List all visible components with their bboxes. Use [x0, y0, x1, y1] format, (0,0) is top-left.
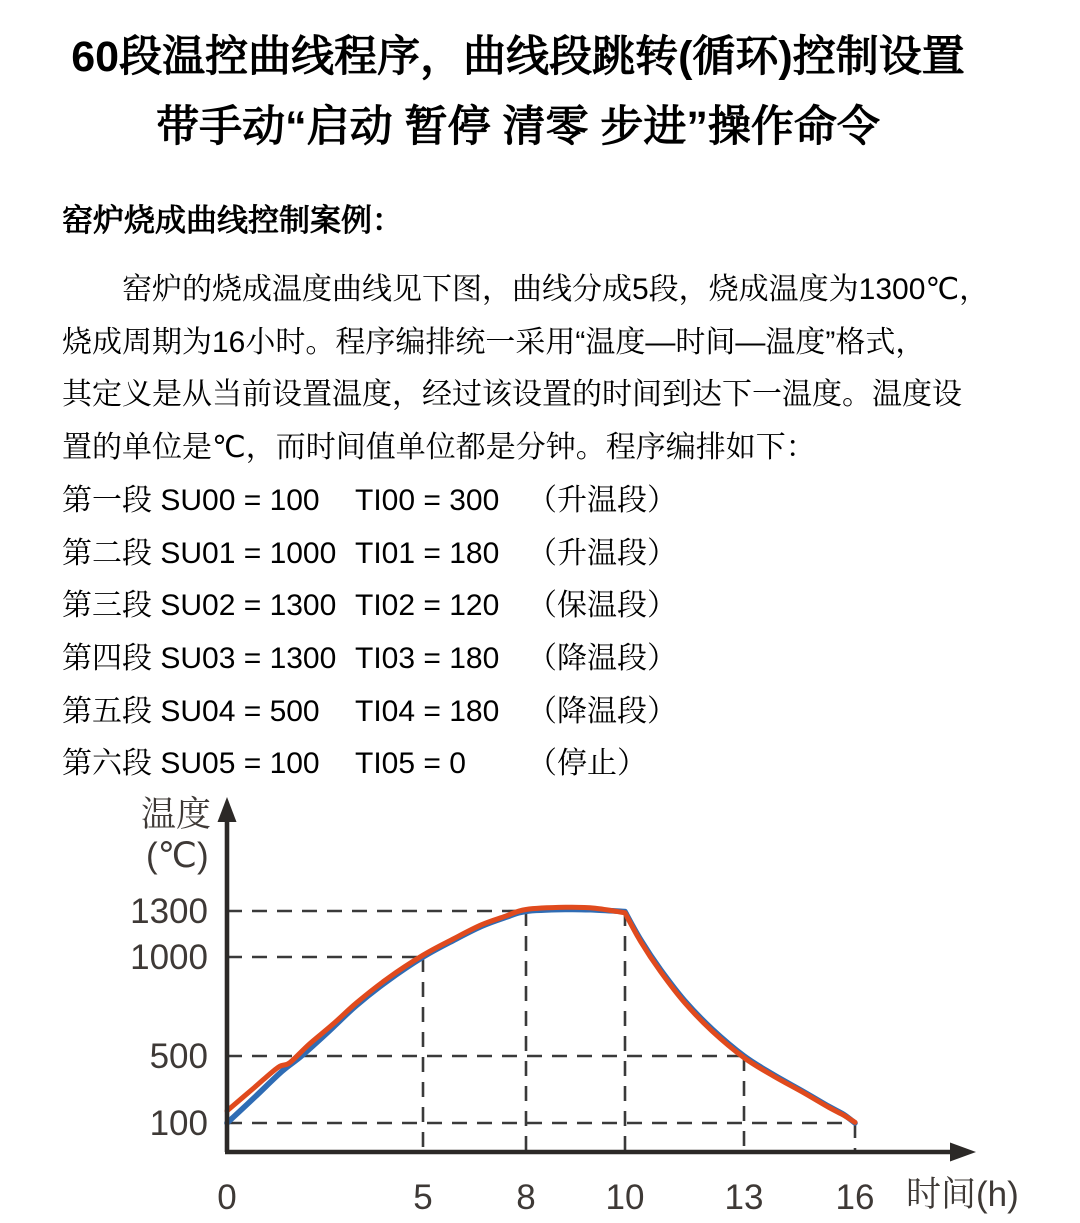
program-seg-su: 第五段 SU04 = 500 [62, 694, 320, 728]
title-line-1: 60段温控曲线程序，曲线段跳转(循环)控制设置 [71, 33, 965, 81]
y-tick-label: 100 [149, 1104, 208, 1143]
paragraph-line: 其定义是从当前设置温度，经过该设置的时间到达下一温度。温度设 [62, 378, 962, 412]
program-row [62, 633, 1080, 686]
program-row [62, 528, 1080, 581]
program-ti: TI00 = 300 [355, 483, 500, 517]
x-axis-title: 时间(h) [906, 1175, 1019, 1214]
axes [218, 797, 977, 1162]
curve-blue [227, 909, 855, 1123]
x-tick-label: 13 [724, 1178, 764, 1217]
x-tick-label: 8 [516, 1178, 536, 1217]
program-row [62, 580, 1080, 633]
program-seg-su: 第四段 SU03 = 1300 [62, 641, 337, 675]
y-axis-unit: (℃) [146, 836, 209, 875]
program-note: （升温段） [527, 536, 677, 570]
program-note: （降温段） [527, 694, 677, 728]
page-title [40, 0, 996, 162]
program-ti: TI04 = 180 [355, 694, 500, 728]
program-note: （升温段） [527, 483, 677, 517]
y-tick-label: 1000 [130, 938, 208, 977]
program-ti: TI01 = 180 [355, 536, 500, 570]
program-seg-su: 第二段 SU01 = 1000 [62, 536, 337, 570]
paragraph-line: 烧成周期为16小时。程序编排统一采用“温度—时间—温度”格式， [62, 325, 926, 359]
y-tick-label: 1300 [130, 892, 208, 931]
temperature-curve-chart [0, 778, 1080, 1223]
section-heading: 窑炉烧成曲线控制案例： [62, 203, 403, 238]
program-seg-su: 第一段 SU00 = 100 [62, 483, 320, 517]
title-line-2: 带手动“启动 暂停 清零 步进”操作命令 [156, 103, 880, 151]
program-note: （停止） [527, 747, 647, 781]
x-tick-label: 5 [413, 1178, 433, 1217]
x-tick-label: 16 [835, 1178, 875, 1217]
program-row [62, 475, 1080, 528]
program-ti: TI03 = 180 [355, 641, 500, 675]
y-tick-label: 500 [149, 1037, 208, 1076]
curve-red [227, 907, 855, 1122]
program-ti: TI05 = 0 [355, 747, 466, 781]
program-note: （降温段） [527, 641, 677, 675]
tick-labels [130, 892, 874, 1217]
x-tick-label: 0 [217, 1178, 237, 1217]
paragraph-line: 置的单位是℃，而时间值单位都是分钟。程序编排如下： [62, 431, 816, 465]
program-row [62, 686, 1080, 739]
program-seg-su: 第三段 SU02 = 1300 [62, 589, 337, 623]
paragraph-line: 窑炉的烧成温度曲线见下图，曲线分成5段，烧成温度为1300℃， [122, 273, 990, 306]
program-ti: TI02 = 120 [355, 589, 500, 623]
y-axis-arrow-icon [218, 797, 237, 822]
x-axis-arrow-icon [950, 1143, 976, 1162]
y-axis-title: 温度 [141, 795, 212, 834]
intro-paragraph [62, 264, 1022, 475]
program-note: （保温段） [527, 589, 677, 623]
program-list [62, 475, 1080, 791]
x-tick-label: 10 [605, 1178, 645, 1217]
curve-series [227, 907, 855, 1123]
program-seg-su: 第六段 SU05 = 100 [62, 747, 320, 781]
